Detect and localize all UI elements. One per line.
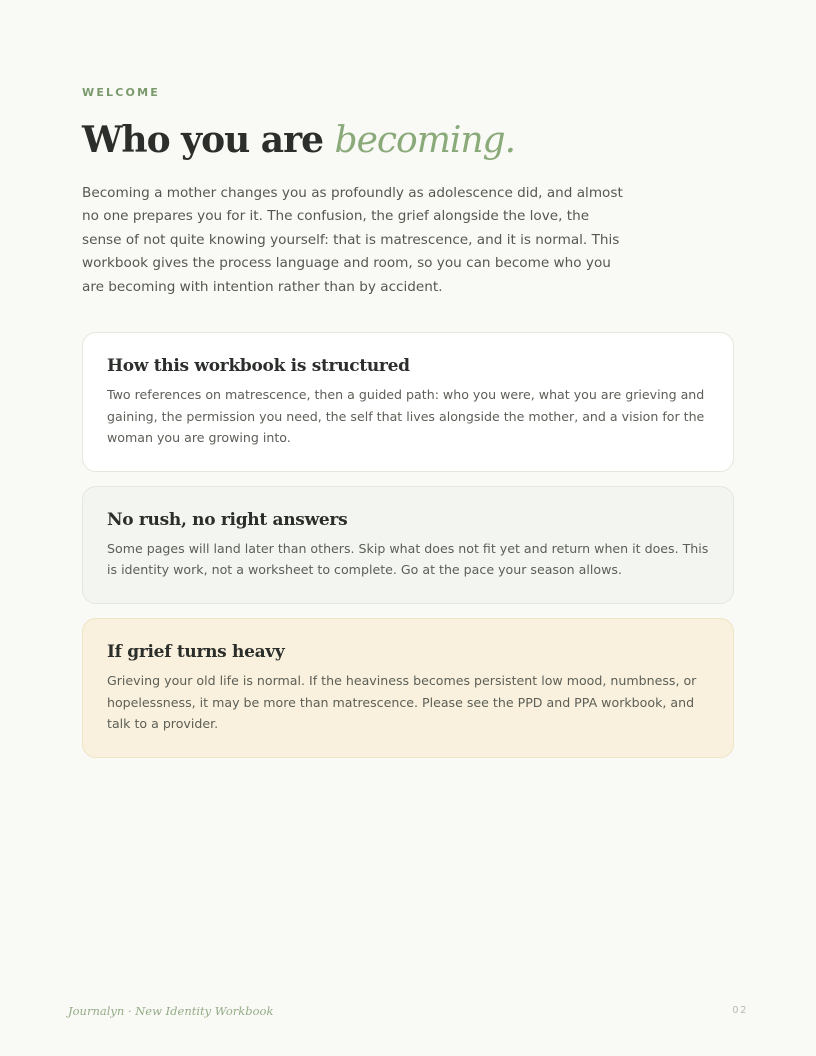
card-grief-warning — [82, 618, 734, 758]
section-eyebrow: WELCOME — [82, 86, 160, 99]
page-title — [82, 118, 734, 163]
card-title: If grief turns heavy — [107, 642, 285, 662]
page-content — [82, 84, 734, 772]
card-body: Grieving your old life is normal. If the heaviness becomes persistent low mood, numbness, or hopelessness, it may be more than matrescence. Please see the PPD and PPA workbook, and talk to a provider. — [107, 673, 697, 732]
footer-brand: Journalyn · New Identity Workbook — [68, 1004, 274, 1018]
page-title-main: Who you are — [82, 119, 323, 161]
card-body: Some pages will land later than others. Skip what does not fit yet and return when it does. This is identity work, not a worksheet to complete. Go at the pace your season allows. — [107, 540, 709, 578]
intro-paragraph: Becoming a mother changes you as profoundly as adolescence did, and almost no one prepares you for it. The confusion, the grief alongside the love, the sense of not quite knowing yourself: that is matrescence, and it is normal. This workbook gives the process language and room, so you can become who you are becoming with intention rather than by accident. — [82, 185, 623, 295]
page-number: 02 — [732, 1005, 748, 1016]
card-structure — [82, 332, 734, 472]
card-title: How this workbook is structured — [107, 356, 410, 377]
card-title: No rush, no right answers — [107, 509, 348, 530]
card-no-rush — [82, 486, 734, 604]
card-body: Two references on matrescence, then a guided path: who you were, what you are grieving and gaining, the permission you need, the self that lives alongside the mother, and a vision for the woman you are growing into. — [107, 387, 705, 446]
page-title-accent: becoming. — [334, 120, 516, 161]
